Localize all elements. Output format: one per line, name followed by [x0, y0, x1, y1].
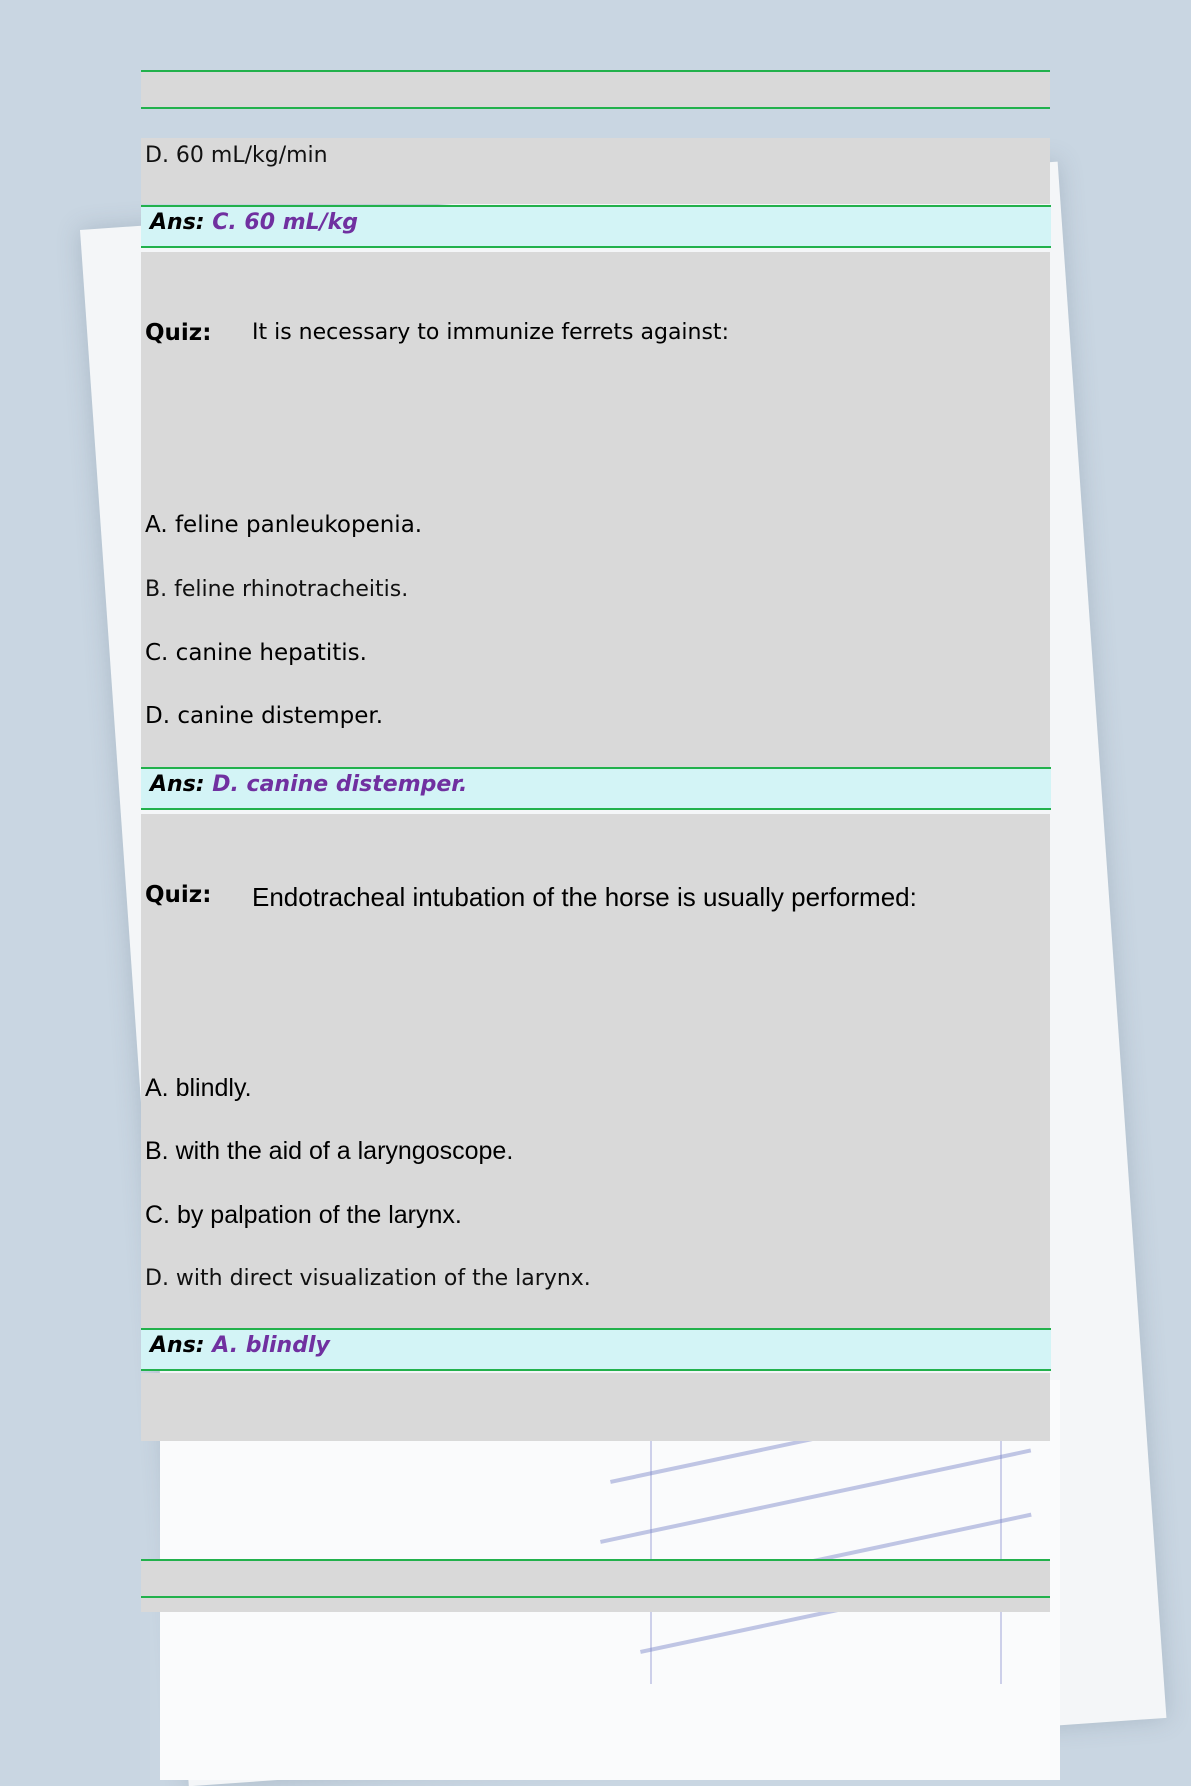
- quiz2-label: Quiz:: [145, 882, 212, 908]
- quiz1-answer-box: [141, 767, 1051, 810]
- answer-value: C. 60 mL/kg: [212, 210, 359, 235]
- prev-answer-box: [141, 205, 1051, 248]
- quiz2-question: Endotracheal intubation of the horse is usually performed:: [252, 882, 917, 912]
- quiz1-option-b: B. feline rhinotracheitis.: [145, 577, 409, 602]
- bottom-band: [141, 1561, 1050, 1597]
- quiz1-option-d: D. canine distemper.: [145, 703, 384, 729]
- top-rule: [141, 107, 1050, 109]
- bottom-band-tail: [141, 1598, 1050, 1612]
- answer-label: Ans:: [150, 210, 205, 235]
- answer-label: Ans:: [150, 1333, 205, 1358]
- quiz2-option-a: A. blindly.: [145, 1074, 252, 1102]
- quiz2-answer-box: [141, 1328, 1051, 1371]
- quiz2-option-c: C. by palpation of the larynx.: [145, 1201, 462, 1229]
- quiz2-option-b: B. with the aid of a laryngoscope.: [145, 1137, 514, 1165]
- background-margin-line: [650, 1400, 652, 1684]
- top-band: [141, 72, 1050, 108]
- background-margin-line: [1000, 1400, 1002, 1684]
- answer-value: D. canine distemper.: [212, 772, 468, 797]
- quiz1-label: Quiz:: [145, 320, 212, 346]
- answer-value: A. blindly: [212, 1333, 330, 1358]
- quiz1-option-a: A. feline panleukopenia.: [145, 512, 423, 538]
- answer-label: Ans:: [150, 772, 205, 797]
- quiz2-option-d: D. with direct visualization of the larynx.: [145, 1266, 591, 1291]
- quiz1-option-c: C. canine hepatitis.: [145, 640, 367, 666]
- prev-option-d: D. 60 mL/kg/min: [145, 143, 328, 168]
- trailing-band: [141, 1373, 1050, 1441]
- quiz1-question: It is necessary to immunize ferrets against:: [252, 320, 729, 345]
